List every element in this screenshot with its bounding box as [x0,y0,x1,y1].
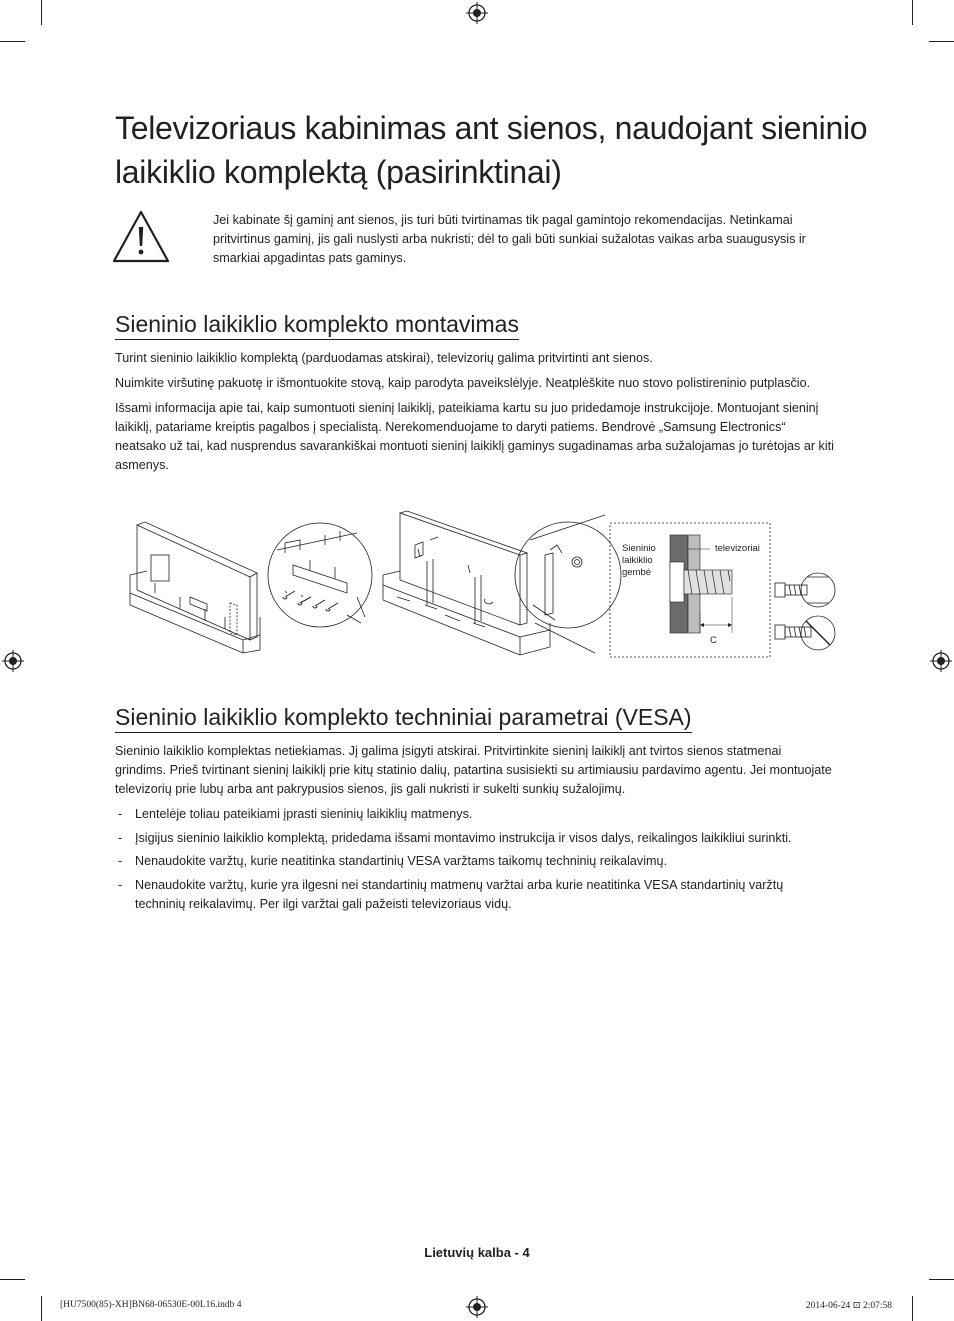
registration-mark-icon [466,1296,488,1318]
bullet-marker: - [118,807,123,821]
crop-mark-top-right-horizontal [929,41,954,42]
bracket-hook-detail-illustration [515,515,621,653]
list-item [115,805,835,824]
tv-standing-illustration [383,511,550,655]
page-number: Lietuvių kalba - 4 [424,1245,530,1260]
crop-mark-top-left-vertical [41,0,42,25]
bullet-marker: - [118,830,123,845]
tv-on-packaging-illustration [130,522,260,653]
list-item [115,829,835,848]
crop-mark-bottom-right-vertical [912,1296,913,1321]
correct-screw-icon [775,573,835,607]
tv-label: televizoriai [715,543,760,554]
registration-mark-icon [2,650,24,672]
list-item-text: Nenaudokite varžtų, kurie neatitinka standartinių VESA varžtams taikomų techninių reikalavimų. [135,854,667,868]
paragraph-mounting-intro: Turint sieninio laikiklio komplektą (parduodamas atskirai), televizorių galima pritvirtinti ant sienos. [115,351,653,365]
crop-mark-bottom-right-horizontal [929,1279,954,1280]
section-heading-vesa: Sieninio laikiklio komplekto techniniai parametrai (VESA) [115,702,692,733]
list-item-text: Nenaudokite varžtų, kurie yra ilgesni nei standartinių matmenų varžtai arba kurie neatitinka VESA standartinių varžtų techninių reikalavimų. Per ilgi varžtai gali pažeisti televizoriaus vidų. [135,877,784,911]
crop-mark-bottom-left-vertical [41,1296,42,1321]
print-slug-file: [HU7500(85)-XH]BN68-06530E-00L16.indb 4 [60,1300,242,1310]
paragraph-vesa-intro: Sieninio laikiklio komplektas netiekiamas. Jį galima įsigyti atskirai. Pritvirtinkite sieninį laikiklį ant tvirtos sienos statmenai grindims. Prieš tvirtinant sieninį laikiklį prie kitų statinio dalių, patartina susisiekti su artimiausiu pardavimo agentu. Jei montuojate televizorių prie lubų arba ant pakrypusios sienos, jis gali nukristi ir sukelti sunkių sužalojimų. [115,744,832,796]
bullet-marker: - [118,854,123,868]
list-item-text: Įsigijus sieninio laikiklio komplektą, pridedama išsami montavimo instrukcija ir visos dalys, reikalingos laikikliui surinkti. [135,830,792,845]
registration-mark-icon [466,2,488,24]
incorrect-screw-icon [775,616,835,650]
crop-mark-top-left-horizontal [0,41,25,42]
warning-text: Jei kabinate šį gaminį ant sienos, jis turi būti tvirtinamas tik pagal gamintojo rekomendacijas. Netinkamai pritvirtinus gaminį, jis gali nuslysti arba nukristi; dėl to gali būti sunkiai sužalotas vaikas arba suaugusysis ir smarkiai apgadintas pats gaminys. [213,213,806,265]
registration-mark-icon [930,650,952,672]
vesa-notes-list [115,805,835,918]
wall-mount-illustration [125,505,837,670]
crop-mark-top-right-vertical [912,0,913,25]
section-heading-mounting: Sieninio laikiklio komplekto montavimas [115,309,519,340]
warning-triangle-icon [110,208,172,266]
list-item-text: Lentelėje toliau pateikiami įprasti sieninių laikiklių matmenys. [135,807,473,821]
crop-mark-bottom-left-horizontal [0,1279,25,1280]
screw-depth-detail-illustration [610,523,770,657]
list-item [115,852,835,871]
print-slug-timestamp: 2014-06-24 ⊡ 2:07:58 [805,1301,892,1311]
page-title: Televizoriaus kabinimas ant sienos, naudojant sieninio laikiklio komplektą (pasirinktinai) [115,110,868,190]
paragraph-mounting-details: Išsami informacija apie tai, kaip sumontuoti sieninį laikiklį, pateikiama kartu su juo pridedamoje instrukcijoje. Montuojant sieninį laikiklį, patariame kreiptis pagalbos į specialistą. Nerekomenduojame to daryti patiems. Bendrovė „Samsung Electronics“ neatsako už tai, kad nusprendus savarankiškai montuoti sieninį laikiklį gaminys sugadinamas arba sužalojamas jo turėtojas ar kiti asmenys. [115,401,834,472]
dimension-c-label: C [710,635,717,646]
bullet-marker: - [118,877,123,892]
bracket-label: Sieninio [622,543,656,554]
list-item [115,876,835,914]
bracket-label-line-3: gembė [622,567,652,578]
bracket-screws-detail-illustration [268,523,372,627]
bracket-label-line-2: laikiklio [622,555,653,566]
paragraph-remove-stand: Nuimkite viršutinę pakuotę ir išmontuokite stovą, kaip parodyta paveikslėlyje. Neatplėškite nuo stovo polistireninio putplasčio. [115,376,811,390]
